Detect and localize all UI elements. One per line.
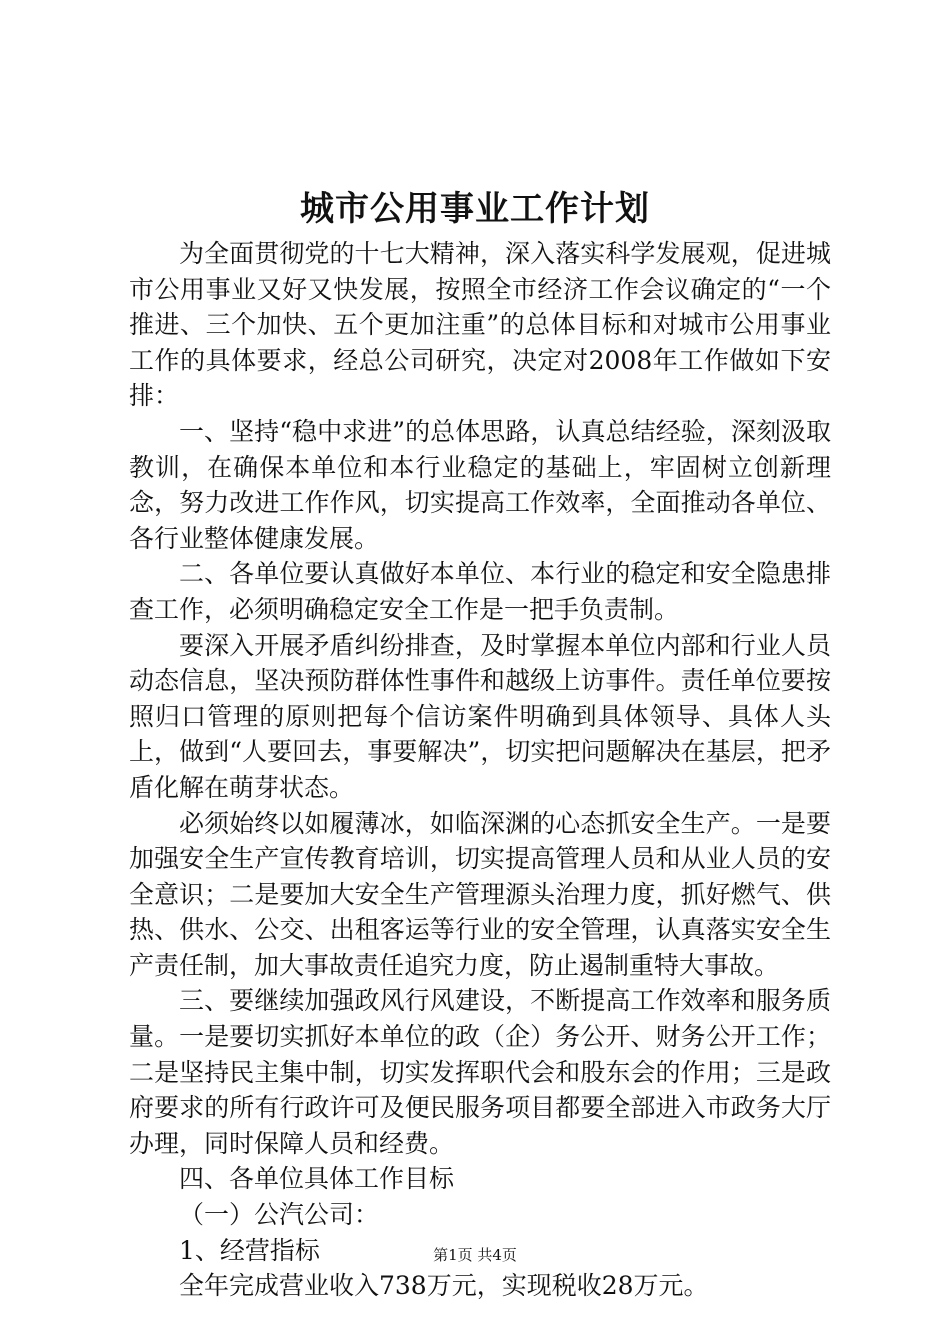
document-title: 城市公用事业工作计划 (300, 189, 650, 229)
document-body (129, 236, 831, 1304)
paragraph-bus-company-heading: （一）公汽公司： (179, 1200, 380, 1230)
paragraph-section-1: 一、坚持“稳中求进”的总体思路，认真总结经验，深刻汲取教训，在确保本单位和本行业稳定的基础上，牢固树立创新理念，努力改进工作作风，切实提高工作效率，全面推动各单位、各行业整体健康发展。 (129, 416, 831, 553)
paragraph-revenue-target: 全年完成营业收入738万元，实现税收28万元。 (179, 1271, 709, 1301)
paragraph-operating-indicators-heading: 1、经营指标 (179, 1235, 320, 1265)
paragraph-intro: 为全面贯彻党的十七大精神，深入落实科学发展观，促进城市公用事业又好又快发展，按照全市经济工作会议确定的“一个推进、三个加快、五个更加注重”的总体目标和对城市公用事业工作的具体要求，经总公司研究，决定对2008年工作做如下安排： (129, 239, 831, 411)
paragraph-dispute-screening: 要深入开展矛盾纠纷排查，及时掌握本单位内部和行业人员动态信息，坚决预防群体性事件和越级上访事件。责任单位要按照归口管理的原则把每个信访案件明确到具体领导、具体人头上，做到“人要回去，事要解决”，切实把问题解决在基层，把矛盾化解在萌芽状态。 (129, 630, 831, 802)
paragraph-section-3: 三、要继续加强政风行风建设，不断提高工作效率和服务质量。一是要切实抓好本单位的政（企）务公开、财务公开工作；二是坚持民主集中制，切实发挥职代会和股东会的作用；三是政府要求的所有行政许可及便民服务项目都要全部进入市政务大厅办理，同时保障人员和经费。 (129, 986, 831, 1158)
paragraph-safety-production: 必须始终以如履薄冰，如临深渊的心态抓安全生产。一是要加强安全生产宣传教育培训，切实提高管理人员和从业人员的安全意识；二是要加大安全生产管理源头治理力度，抓好燃气、供热、供水、公交、出租客运等行业的安全管理，认真落实安全生产责任制，加大事故责任追究力度，防止遏制重特大事故。 (129, 808, 831, 980)
page-footer: 第1页 共4页 (433, 1246, 517, 1264)
paragraph-section-4-heading: 四、各单位具体工作目标 (179, 1164, 455, 1194)
paragraph-section-2: 二、各单位要认真做好本单位、本行业的稳定和安全隐患排查工作，必须明确稳定安全工作是一把手负责制。 (129, 559, 831, 624)
